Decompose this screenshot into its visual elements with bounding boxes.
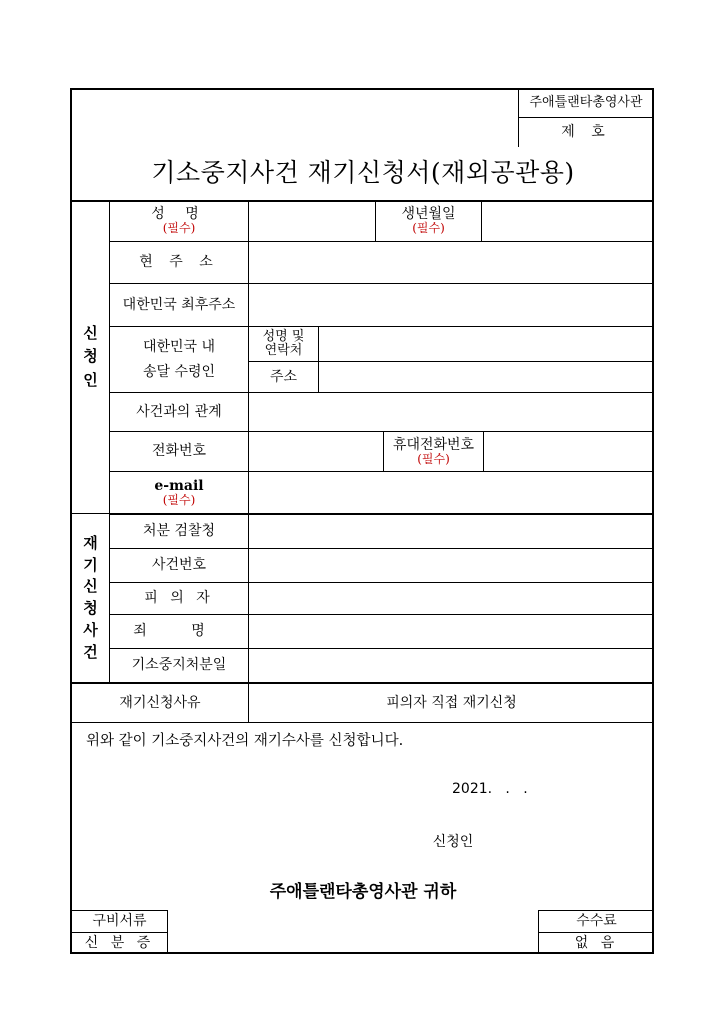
- applicant-signature-label: 신청인: [432, 833, 474, 850]
- section-char: 사: [83, 620, 98, 639]
- fee-label: 수수료: [576, 912, 617, 929]
- section-char: 신: [83, 324, 98, 343]
- case-number-field[interactable]: [249, 549, 654, 582]
- recipient-address-label: 주소: [269, 368, 298, 385]
- mobile-label-text: 휴대전화번호: [392, 436, 475, 453]
- name-field[interactable]: [249, 201, 375, 241]
- section-char: 청: [83, 599, 98, 617]
- recipient-address-field[interactable]: [319, 362, 654, 392]
- section-char: 인: [83, 370, 98, 389]
- case-number-label: 사건번호: [151, 557, 207, 574]
- reason-label: 재기신청사유: [119, 694, 201, 711]
- recipient-contact-label-line: 성명 및: [262, 328, 305, 344]
- mobile-field[interactable]: [484, 432, 654, 471]
- number-label: 제 호: [561, 123, 611, 140]
- required-mark: (필수): [162, 492, 196, 507]
- section-char: 청: [83, 347, 98, 366]
- last-korea-address-field[interactable]: [249, 284, 654, 326]
- office-label: 주애틀랜타총영사관: [529, 95, 643, 111]
- required-mark: (필수): [417, 451, 450, 466]
- recipient-contact-label: [249, 327, 318, 361]
- suspect-field[interactable]: [249, 583, 654, 614]
- recipient-label-line: 대한민국 내: [142, 339, 216, 355]
- recipient-label: [110, 327, 248, 392]
- section-char: 재: [83, 533, 98, 552]
- email-field[interactable]: [249, 472, 654, 513]
- documents-label: 구비서류: [92, 912, 147, 929]
- prosecutor-field[interactable]: [249, 514, 654, 548]
- charge-field[interactable]: [249, 615, 654, 648]
- suspension-date-label: 기소중지처분일: [131, 657, 227, 674]
- reason-value: 피의자 직접 재기신청: [386, 694, 517, 711]
- case-section-label: [72, 514, 109, 682]
- recipient-label-line: 송달 수령인: [142, 363, 216, 380]
- section-char: 건: [83, 642, 98, 661]
- relation-field[interactable]: [249, 393, 654, 431]
- mobile-label: [384, 432, 483, 471]
- suspect-label: 피 의 자: [144, 590, 214, 607]
- section-char: 신: [83, 577, 98, 596]
- recipient-contact-field[interactable]: [319, 327, 654, 361]
- required-mark: (필수): [162, 221, 196, 236]
- birth-field[interactable]: [482, 201, 654, 241]
- required-mark: (필수): [412, 221, 445, 236]
- applicant-section-label: [72, 201, 109, 513]
- phone-field[interactable]: [249, 432, 383, 471]
- recipient-contact-label-line: 연락처: [264, 343, 303, 358]
- phone-label: 전화번호: [151, 443, 207, 460]
- relation-label: 사건과의 관계: [136, 403, 222, 420]
- page-title: 기소중지사건 재기신청서(재외공관용): [151, 157, 575, 187]
- section-char: 기: [83, 555, 98, 574]
- application-form: [70, 88, 654, 954]
- suspension-date-field[interactable]: [249, 649, 654, 682]
- name-label: [110, 201, 248, 241]
- fee-value: 없 음: [574, 935, 619, 952]
- last-korea-address-label: 대한민국 최후주소: [122, 296, 236, 313]
- application-date: 2021. . .: [452, 780, 528, 797]
- addressee: 주애틀랜타총영사관 귀하: [269, 882, 457, 903]
- prosecutor-label: 처분 검찰청: [142, 522, 216, 539]
- charge-label: 죄 명: [133, 623, 225, 640]
- birth-label: [376, 201, 481, 241]
- declaration-statement: 위와 같이 기소중지사건의 재기수사를 신청합니다.: [86, 732, 404, 749]
- name-label-text: 성 명: [151, 206, 207, 223]
- address-label: 현 주 소: [139, 254, 219, 271]
- birth-label-text: 생년월일: [401, 206, 456, 223]
- documents-value: 신 분 증: [84, 935, 155, 952]
- email-label: [110, 472, 248, 513]
- address-field[interactable]: [249, 242, 654, 283]
- email-label-text: e-mail: [154, 477, 204, 494]
